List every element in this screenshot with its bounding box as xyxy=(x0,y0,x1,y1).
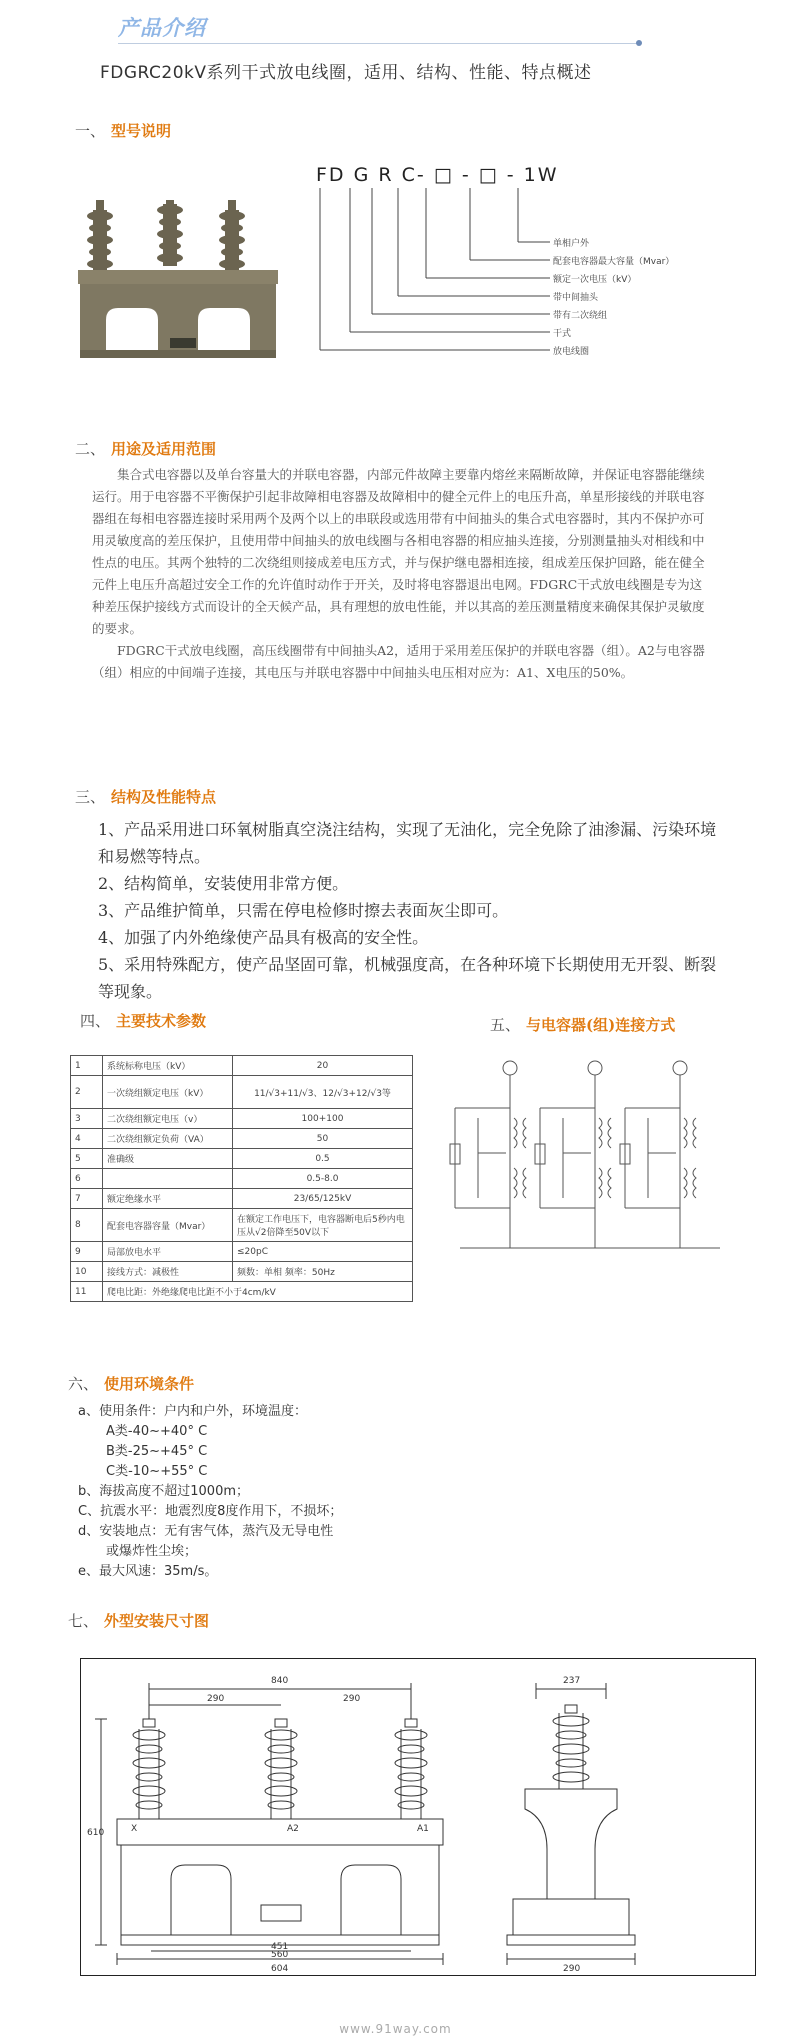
row-key: 二次绕组额定电压（v） xyxy=(103,1109,233,1129)
row-number: 11 xyxy=(71,1282,103,1302)
row-key: 系统标称电压（kV） xyxy=(103,1056,233,1076)
row-key: 局部放电水平 xyxy=(103,1242,233,1262)
section7-heading xyxy=(68,1610,209,1631)
dim-left-span: 290 xyxy=(207,1694,225,1704)
env-line-1: a、使用条件：户内和户外，环境温度： xyxy=(78,1404,307,1419)
dim-base-a: 451 xyxy=(271,1942,289,1952)
env-line-6: C、抗震水平：地震烈度8度作用下，不损坏； xyxy=(78,1504,343,1519)
section3-title: 结构及性能特点 xyxy=(111,788,217,806)
section6-list xyxy=(78,1402,678,1582)
code-part-fd: FD xyxy=(316,164,346,186)
env-line-2: A类-40~+40° C xyxy=(106,1424,208,1439)
terminal-a2: A2 xyxy=(287,1824,299,1834)
model-label-4: 带中间抽头 xyxy=(553,293,599,303)
env-line-5: b、海拔高度不超过1000m； xyxy=(78,1484,249,1499)
dimension-drawing xyxy=(81,1659,755,1975)
env-line-4: C类-10~+55° C xyxy=(106,1464,208,1479)
env-line-3: B类-25~+45° C xyxy=(106,1444,208,1459)
model-label-2: 配套电容器最大容量（Mvar） xyxy=(553,257,675,267)
feature-item-3: 3、产品维护简单，只需在停电检修时擦去表面灰尘即可。 xyxy=(98,901,509,920)
row-value: 11/√3+11/√3、12/√3+12/√3等 xyxy=(233,1076,413,1109)
row-number: 3 xyxy=(71,1109,103,1129)
code-part-c: C- xyxy=(401,164,426,186)
row-number: 9 xyxy=(71,1242,103,1262)
header-dot xyxy=(636,40,642,46)
terminal-x: X xyxy=(131,1824,138,1834)
connection-diagram xyxy=(440,1058,740,1258)
footer-watermark: www.91way.com xyxy=(339,2022,452,2036)
row-number: 4 xyxy=(71,1129,103,1149)
header-rule xyxy=(118,43,638,44)
code-part-g: G xyxy=(353,164,371,186)
feature-item-1: 1、产品采用进口环氧树脂真空浇注结构，实现了无油化，完全免除了油渗漏、污染环境和易燃等特点。 xyxy=(98,820,717,866)
section5-number: 五、 xyxy=(490,1016,521,1034)
section2-title: 用途及适用范围 xyxy=(111,440,217,458)
table-row xyxy=(71,1076,413,1109)
table-row xyxy=(71,1149,413,1169)
row-number: 1 xyxy=(71,1056,103,1076)
document-title: FDGRC20kV系列干式放电线圈，适用、结构、性能、特点概述 xyxy=(100,63,592,83)
row-number: 7 xyxy=(71,1189,103,1209)
code-part-1w: 1W xyxy=(523,164,559,186)
row-value: 0.5 xyxy=(233,1149,413,1169)
model-label-6: 干式 xyxy=(553,329,572,339)
code-part-r: R xyxy=(378,164,394,186)
feature-item-5: 5、采用特殊配方，使产品坚固可靠，机械强度高，在各种环境下长期使用无开裂、断裂等现象。 xyxy=(98,955,717,1001)
dim-side-width: 290 xyxy=(563,1964,581,1974)
row-value: 100+100 xyxy=(233,1109,413,1129)
section2-paragraph-1: 集合式电容器以及单台容量大的并联电容器，内部元件故障主要靠内熔丝来隔断故障，并保证电容器能继续运行。用于电容器不平衡保护引起非故障相电容器及故障相中的健全元件上的电压升高，单星形接线的并联电容器组在每相电容器连接时采用两个及两个以上的串联段或选用带有中间抽头的集合式电容器时，其内不保护亦可用灵敏度高的差压保护，且使用带中间抽头的放电线圈与各相电容器的相应抽头连接，分别测量抽头对相线和中性点的电压。其两个独特的二次绕组则接成差电压方式，并与保护继电器相连接，组成差压保护回路，能在健全元件上电压升高超过安全工作的允许值时动作于开关，及时将电容器退出电网。FDGRC干式放电线圈是专为这种差压保护接线方式而设计的全天候产品，具有理想的放电性能，并以其高的差压测量精度来确保其保护灵敏度的要求。 xyxy=(92,467,705,636)
spec-table xyxy=(70,1055,413,1302)
dim-side-top: 237 xyxy=(563,1676,581,1686)
section6-heading xyxy=(68,1373,194,1394)
section6-title: 使用环境条件 xyxy=(104,1375,195,1393)
row-key: 额定绝缘水平 xyxy=(103,1189,233,1209)
model-code-leaders xyxy=(310,188,570,358)
header-logo: 产品介绍 xyxy=(118,16,206,40)
row-number: 8 xyxy=(71,1209,103,1242)
env-line-7: d、安装地点：无有害气体，蒸汽及无导电性 xyxy=(78,1524,334,1539)
section2-number: 二、 xyxy=(75,440,106,458)
code-part-dash1: - xyxy=(461,164,471,186)
table-row xyxy=(71,1056,413,1076)
table-row xyxy=(71,1129,413,1149)
section7-number: 七、 xyxy=(68,1612,99,1630)
model-label-5: 带有二次绕组 xyxy=(553,311,608,321)
row-value: 23/65/125kV xyxy=(233,1189,413,1209)
row-number: 5 xyxy=(71,1149,103,1169)
table-row xyxy=(71,1189,413,1209)
env-line-8: 或爆炸性尘埃； xyxy=(106,1544,198,1559)
dim-top: 840 xyxy=(271,1676,289,1686)
row-value: 在额定工作电压下，电容器断电后5秒内电压从√2倍降至50V以下 xyxy=(233,1209,413,1242)
product-photo xyxy=(70,200,300,365)
dim-height: 610 xyxy=(87,1828,105,1838)
row-number: 6 xyxy=(71,1169,103,1189)
row-number: 2 xyxy=(71,1076,103,1109)
section4-number: 四、 xyxy=(80,1012,111,1030)
section3-list xyxy=(98,816,718,1005)
dim-base-b: 560 xyxy=(271,1950,289,1960)
section2-heading xyxy=(75,438,216,459)
section2-paragraph-2: FDGRC干式放电线圈，高压线圈带有中间抽头A2，适用于采用差压保护的并联电容器（组）。A2与电容器（组）相应的中间端子连接，其电压与并联电容器中中间抽头电压相对应为：A1、X电压的50%。 xyxy=(92,643,705,680)
dim-right-span: 290 xyxy=(343,1694,361,1704)
table-row xyxy=(71,1209,413,1242)
row-key: 配套电容器容量（Mvar） xyxy=(103,1209,233,1242)
row-key: 接线方式：减极性 xyxy=(103,1262,233,1282)
table-row xyxy=(71,1109,413,1129)
row-key: 准确级 xyxy=(103,1149,233,1169)
section5-heading xyxy=(490,1014,675,1035)
section5-title: 与电容器(组)连接方式 xyxy=(526,1016,676,1034)
table-row xyxy=(71,1262,413,1282)
spec-table-wrap xyxy=(70,1055,413,1302)
section1-title: 型号说明 xyxy=(111,122,172,140)
code-part-dash2: - xyxy=(506,164,516,186)
section6-number: 六、 xyxy=(68,1375,99,1393)
env-line-9: e、最大风速：35m/s。 xyxy=(78,1564,218,1579)
section3-heading xyxy=(75,786,216,807)
section1-heading xyxy=(75,120,171,141)
section4-heading xyxy=(80,1010,206,1031)
table-row xyxy=(71,1282,413,1302)
row-value: 50 xyxy=(233,1129,413,1149)
terminal-a1: A1 xyxy=(417,1824,429,1834)
model-label-7: 放电线圈 xyxy=(553,347,590,357)
row-number: 10 xyxy=(71,1262,103,1282)
table-row xyxy=(71,1242,413,1262)
section4-title: 主要技术参数 xyxy=(116,1012,207,1030)
row-value: 频数：单相 频率：50Hz xyxy=(233,1262,413,1282)
feature-item-2: 2、结构简单，安装使用非常方便。 xyxy=(98,874,349,893)
row-value: 0.5-8.0 xyxy=(233,1169,413,1189)
model-label-3: 额定一次电压（kV） xyxy=(553,275,637,285)
row-value: 20 xyxy=(233,1056,413,1076)
model-code xyxy=(316,164,559,186)
section3-number: 三、 xyxy=(75,788,106,806)
section1-number: 一、 xyxy=(75,122,106,140)
dim-base-c: 604 xyxy=(271,1964,289,1974)
model-label-1: 单相户外 xyxy=(553,239,590,249)
feature-item-4: 4、加强了内外绝缘使产品具有极高的安全性。 xyxy=(98,928,429,947)
section2-body xyxy=(92,464,712,684)
row-value: ≤20pC xyxy=(233,1242,413,1262)
row-key: 爬电比距：外绝缘爬电比距不小于4cm/kV xyxy=(103,1282,413,1302)
row-key xyxy=(103,1169,233,1189)
code-part-box2: □ xyxy=(478,164,499,186)
section7-title: 外型安装尺寸图 xyxy=(104,1612,210,1630)
row-key: 二次绕组额定负荷（VA） xyxy=(103,1129,233,1149)
code-part-box1: □ xyxy=(433,164,454,186)
dimension-drawing-frame xyxy=(80,1658,756,1976)
row-key: 一次绕组额定电压（kV） xyxy=(103,1076,233,1109)
table-row xyxy=(71,1169,413,1189)
